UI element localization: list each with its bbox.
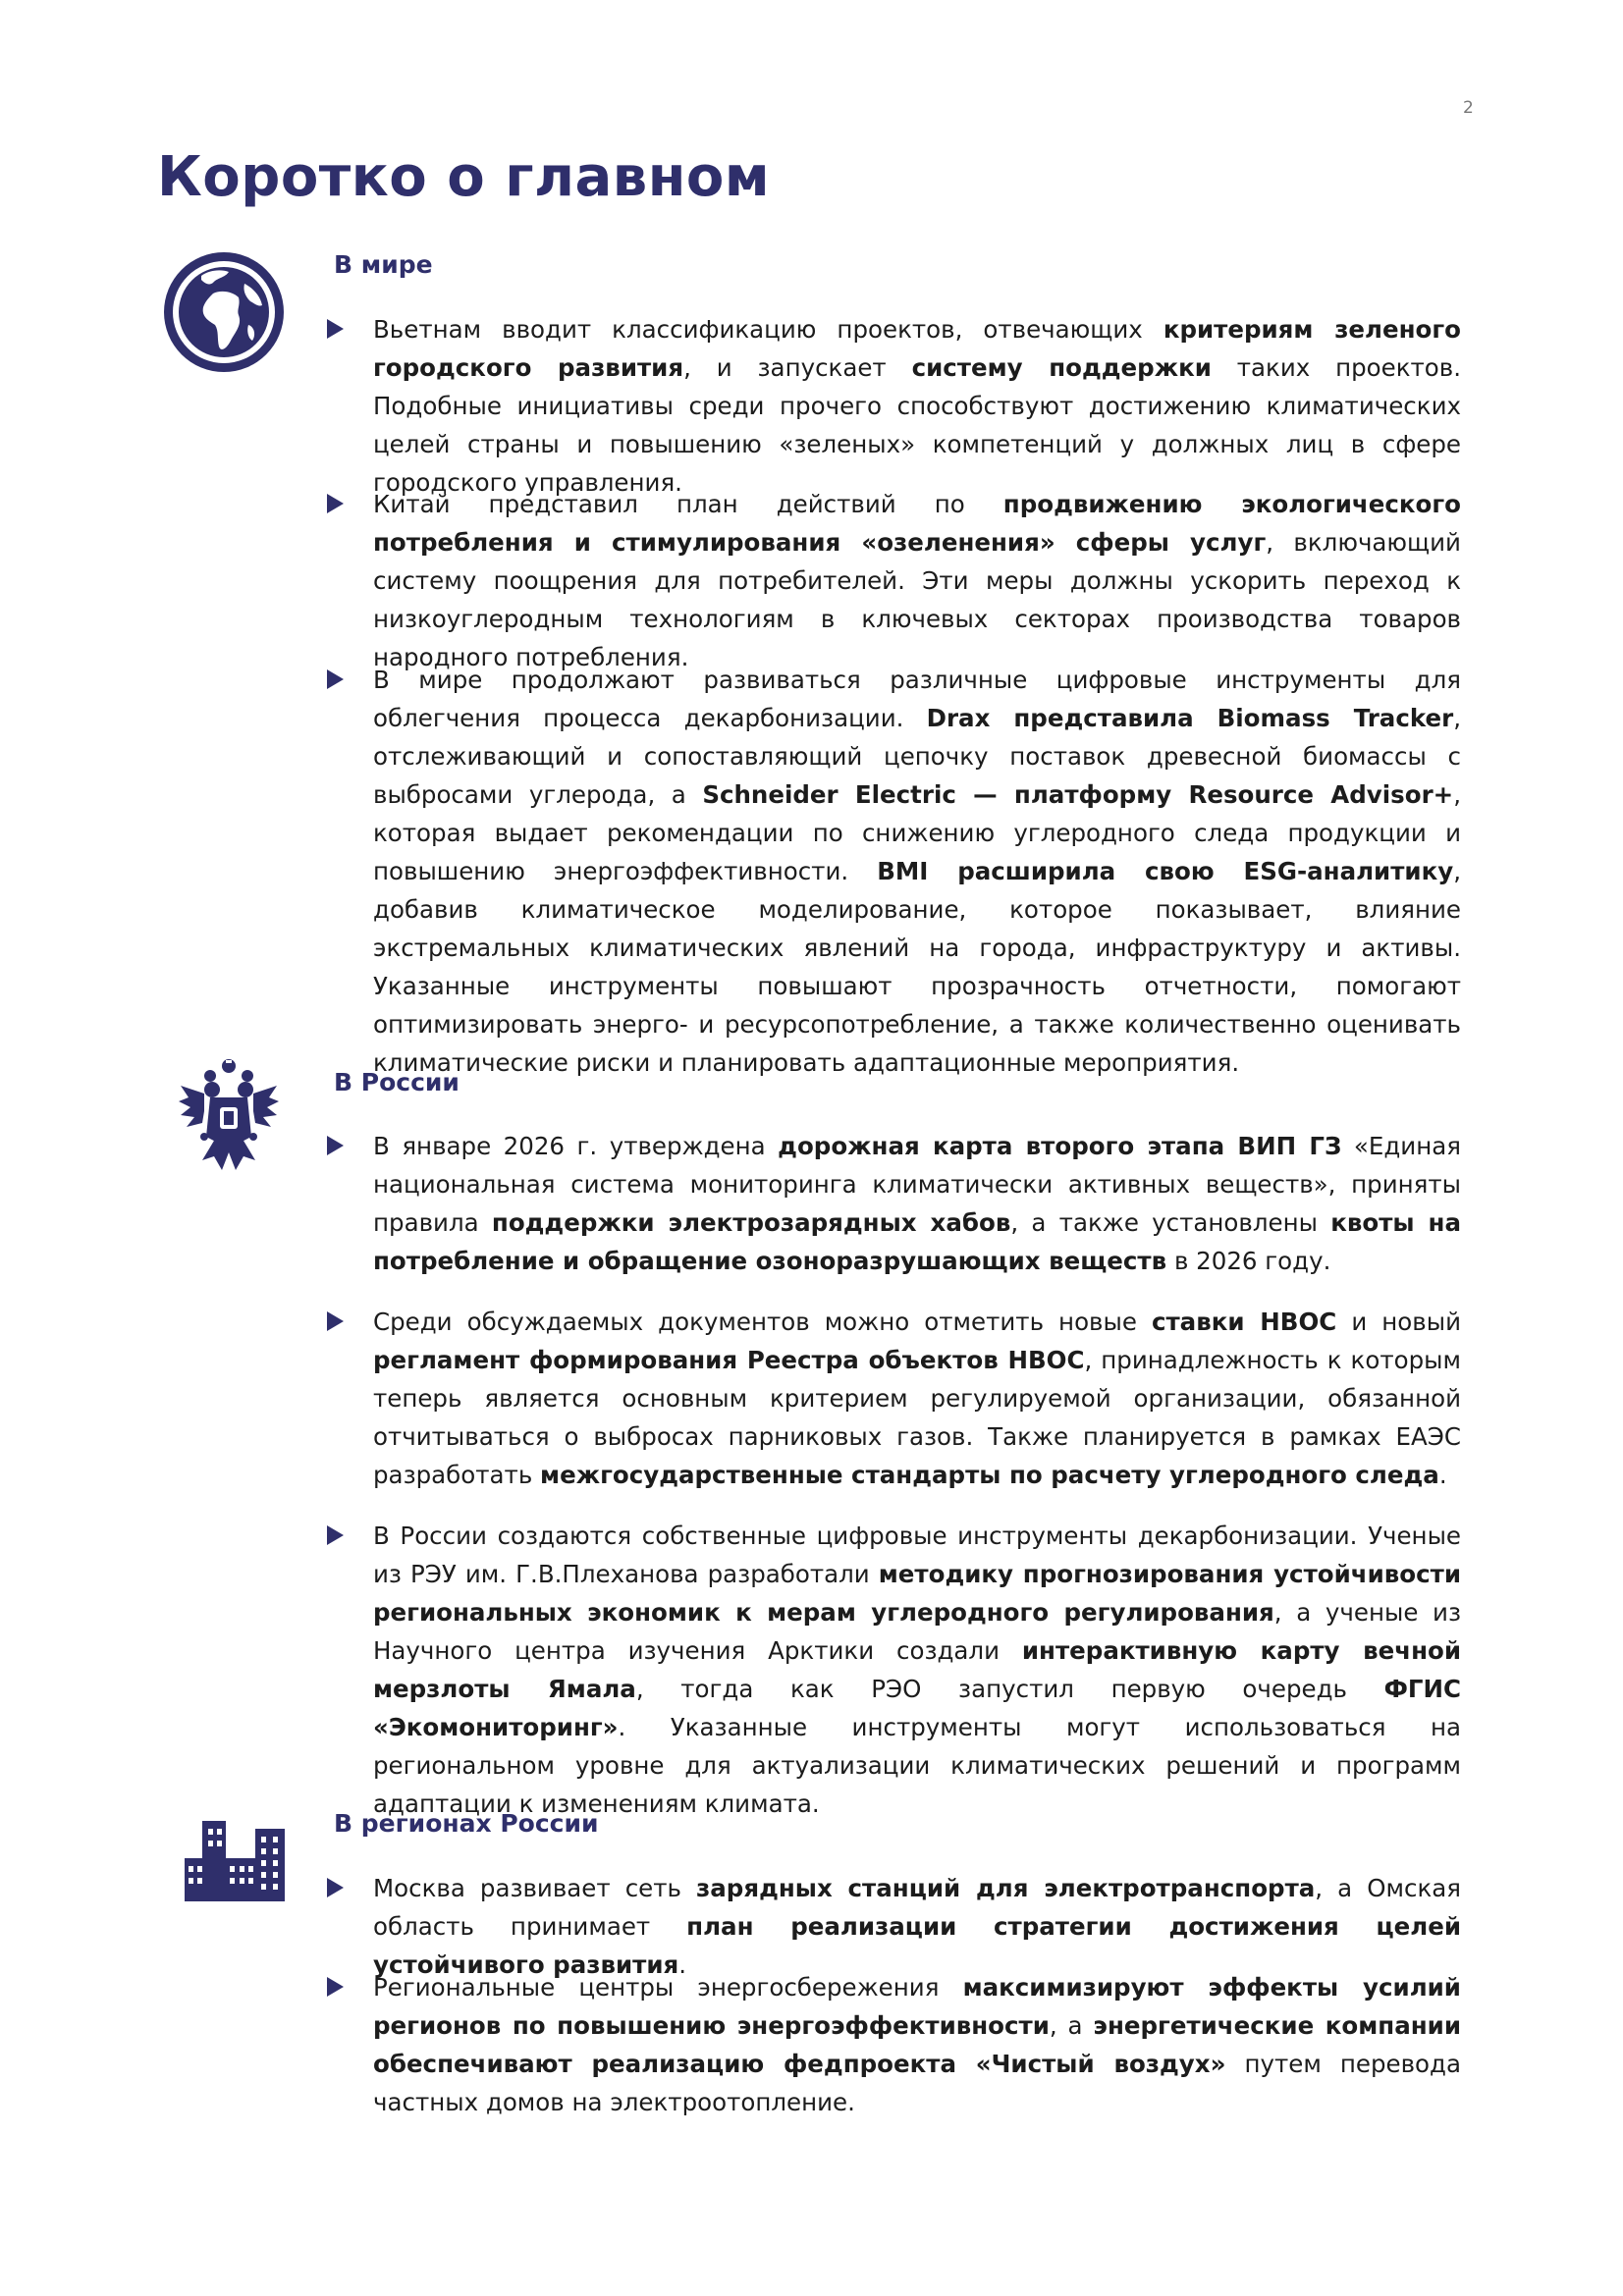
- text-run: В мире продолжают развиваться различные цифровые инструменты для облегчения процесса декарбонизации.: [373, 666, 1461, 732]
- text-run: «Единая национальная система мониторинга климатически активных веществ», приняты правила: [373, 1132, 1462, 1237]
- bold-text: BMI расширила свою ESG-аналитику: [877, 857, 1454, 885]
- bold-text: методику прогнозирования устойчивости региональных экономик к мерам углеродного регулирования: [373, 1560, 1461, 1627]
- text-run: Китай представил план действий по: [373, 490, 1003, 518]
- bold-text: Schneider Electric — платформу Resource Advisor+: [702, 780, 1454, 809]
- triangle-bullet-icon: [327, 1525, 344, 1545]
- page-title: Коротко о главном: [157, 145, 771, 209]
- bold-text: межгосударственные стандарты по расчету углеродного следа: [540, 1461, 1439, 1489]
- text-run: Вьетнам вводит классификацию проектов, отвечающих: [373, 315, 1163, 344]
- text-run: В январе 2026 г. утверждена: [373, 1132, 779, 1160]
- bullet-text: [373, 1517, 1461, 1823]
- city-buildings-icon: [185, 1821, 291, 1905]
- bold-text: регламент формирования Реестра объектов НВОС: [373, 1346, 1085, 1374]
- text-run: , включающий систему поощрения для потребителей. Эти меры должны ускорить переход к низкоуглеродным технологиям в ключевых секторах производства товаров народного потребления.: [373, 528, 1461, 671]
- section-heading: В России: [334, 1068, 460, 1096]
- text-run: , а ученые из Научного центра изучения Арктики создали: [373, 1598, 1461, 1665]
- bullet-text: [373, 1303, 1461, 1494]
- section-heading: В мире: [334, 250, 433, 279]
- bullet-text: [373, 1127, 1461, 1280]
- text-run: , а: [1049, 2011, 1094, 2040]
- text-run: и новый: [1336, 1308, 1461, 1336]
- bullet-text: [373, 1968, 1461, 2121]
- bold-text: ставки НВОС: [1151, 1308, 1337, 1336]
- bold-text: квоты на потребление и обращение озоноразрушающих веществ: [373, 1208, 1462, 1275]
- bold-text: максимизируют эффекты усилий регионов по повышению энергоэффективности: [373, 1973, 1461, 2040]
- bullet-text: [373, 485, 1461, 676]
- triangle-bullet-icon: [327, 1136, 344, 1155]
- bold-text: Drax представила Biomass Tracker: [926, 704, 1454, 732]
- text-run: Москва развивает сеть: [373, 1874, 697, 1902]
- text-run: , а также установлены: [1010, 1208, 1331, 1237]
- text-run: В России создаются собственные цифровые инструменты декарбонизации. Ученые из РЭУ им. Г.В.Плеханова разработали: [373, 1522, 1461, 1588]
- bullet-text: [373, 310, 1461, 502]
- triangle-bullet-icon: [327, 1878, 344, 1897]
- bold-text: продвижению экологического потребления и стимулирования «озеленения» сферы услуг: [373, 490, 1461, 557]
- text-run: Региональные центры энергосбережения: [373, 1973, 963, 2002]
- triangle-bullet-icon: [327, 319, 344, 339]
- text-run: путем перевода частных домов на электроотопление.: [373, 2050, 1461, 2116]
- section-heading: В регионах России: [334, 1809, 599, 1838]
- page-number: 2: [1463, 98, 1474, 118]
- bold-text: ФГИС «Экомониторинг»: [373, 1675, 1462, 1741]
- bullet-text: [373, 1869, 1461, 1984]
- text-run: , принадлежность к которым теперь является основным критерием регулируемой организации, обязанной отчитываться о выбросах парниковых газов. Также планируется в рамках ЕАЭС разработать: [373, 1346, 1461, 1489]
- triangle-bullet-icon: [327, 669, 344, 689]
- text-run: таких проектов. Подобные инициативы среди прочего способствуют достижению климатических целей страны и повышению «зеленых» компетенций у должных лиц в сфере городского управления.: [373, 353, 1462, 497]
- bullet-text: [373, 661, 1461, 1082]
- triangle-bullet-icon: [327, 1311, 344, 1331]
- triangle-bullet-icon: [327, 1977, 344, 1997]
- text-run: .: [678, 1950, 687, 1979]
- bold-text: энергетические компании обеспечивают реализацию федпроекта «Чистый воздух»: [373, 2011, 1461, 2078]
- text-run: , тогда как РЭО запустил первую очередь: [635, 1675, 1384, 1703]
- text-run: , отслеживающий и сопоставляющий цепочку поставок древесной биомассы с выбросами углерода, а: [373, 704, 1461, 809]
- text-run: , добавив климатическое моделирование, которое показывает, влияние экстремальных климатических явлений на города, инфраструктуру и активы. Указанные инструменты повышают прозрачность отчетности, помогают оптимизировать энерго- и ресурсопотребление, а также количественно оценивать климатические риски и планировать адаптационные мероприятия.: [373, 857, 1461, 1077]
- text-run: .: [1438, 1461, 1447, 1489]
- globe-icon: [162, 250, 286, 378]
- bold-text: план реализации стратегии достижения целей устойчивого развития: [373, 1912, 1461, 1979]
- bold-text: критериям зеленого городского развития: [373, 315, 1461, 382]
- text-run: , а Омская область принимает: [373, 1874, 1461, 1941]
- triangle-bullet-icon: [327, 494, 344, 513]
- text-run: в 2026 году.: [1166, 1247, 1331, 1275]
- bold-text: дорожная карта второго этапа ВИП ГЗ: [778, 1132, 1342, 1160]
- coat-of-arms-icon: [175, 1058, 283, 1178]
- bold-text: интерактивную карту вечной мерзлоты Ямала: [373, 1636, 1461, 1703]
- bold-text: зарядных станций для электротранспорта: [696, 1874, 1316, 1902]
- bold-text: систему поддержки: [911, 353, 1212, 382]
- text-run: . Указанные инструменты могут использоваться на региональном уровне для актуализации климатических решений и программ адаптации к изменениям климата.: [373, 1713, 1461, 1818]
- text-run: Среди обсуждаемых документов можно отметить новые: [373, 1308, 1152, 1336]
- text-run: , и запускает: [683, 353, 912, 382]
- bold-text: поддержки электрозарядных хабов: [491, 1208, 1011, 1237]
- text-run: , которая выдает рекомендации по снижению углеродного следа продукции и повышению энергоэффективности.: [373, 780, 1461, 885]
